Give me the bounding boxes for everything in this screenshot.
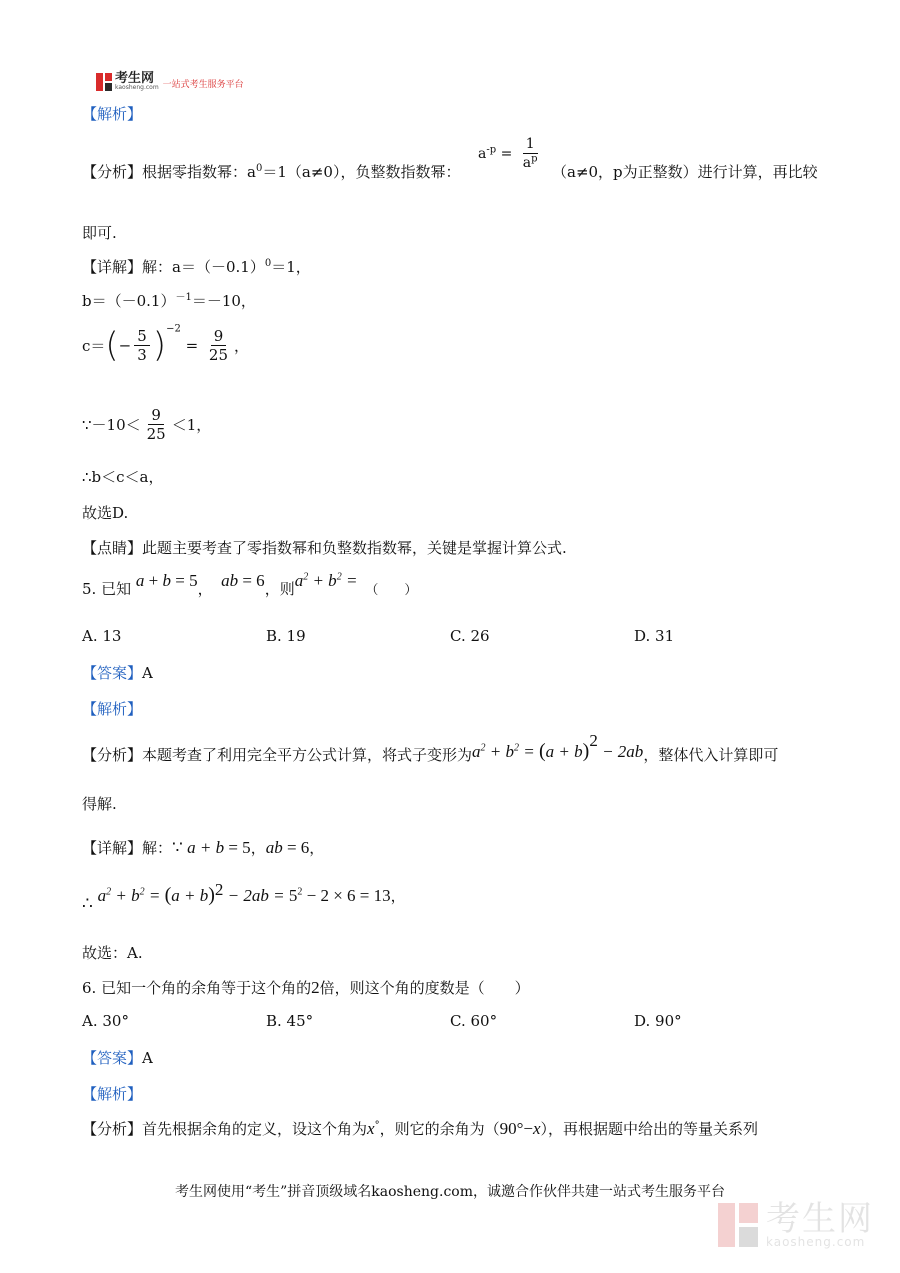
q6-jiexi-label: 【解析】	[82, 1085, 143, 1103]
q4-fenxi: 【分析】根据零指数幂：$a^0=1(a\ne 0)$，负整数指数幂：	[82, 163, 461, 181]
logo-slogan: 一站式考生服务平台	[162, 80, 244, 90]
q6-fenxi-tag: 【分析】	[82, 1120, 143, 1138]
q5-derivation: ∴ $a^2 + b^2 = (a + b)^2 - 2ab = 5^2 - 2 \times 6 = 13$，	[82, 880, 406, 913]
q6-stem: 6. 已知一个角的余角等于这个角的2倍，则这个角的度数是（ ）	[82, 978, 530, 997]
watermark-mark-icon	[718, 1203, 758, 1247]
q5-option-d[interactable]: D. 31	[634, 627, 675, 645]
q5-fenxi: 【分析】本题考查了利用完全平方公式计算，将式子变形为$a^2 + b^2 = (a + b)^2 - 2ab$，整体代入计算即可	[82, 731, 779, 764]
q5-xiangjie-tag: 【详解】	[82, 839, 143, 857]
q5-fenxi-end: 得解.	[82, 795, 117, 813]
watermark-name: 考生网	[766, 1199, 874, 1239]
q5-answer: 【答案】A	[82, 664, 153, 682]
q4-line-c: c＝(− $\frac{5}{3}$ )$^{-2}$ = $\frac{9}{25}$ ，	[82, 323, 250, 366]
q4-xiangjie-tag: 【详解】	[82, 258, 143, 276]
q4-because: ∵－10＜ $\frac{9}{25}$ ＜1，	[82, 406, 212, 443]
q5-option-c[interactable]: C. 26	[450, 627, 490, 645]
q5-option-b[interactable]: B. 19	[266, 627, 306, 645]
q4-fenxi-end: 即可.	[82, 224, 117, 242]
page-footer: 考生网使用“考生”拼音顶级域名kaosheng.com，诚邀合作伙伴共建一站式考生服务平台	[174, 1184, 726, 1200]
q4-dianjing-tag: 【点睛】	[82, 539, 143, 557]
q4-dianjing: 【点睛】此题主要考查了零指数幂和负整数指数幂，关键是掌握计算公式.	[82, 539, 567, 557]
q4-choose: 故选D.	[82, 504, 129, 522]
q5-number: 5.	[82, 580, 97, 598]
q6-option-c[interactable]: C. 60°	[450, 1012, 498, 1030]
q5-jiexi-label: 【解析】	[82, 700, 143, 718]
q5-fenxi-tag: 【分析】	[82, 746, 143, 764]
q5-option-a[interactable]: A. 13	[82, 627, 122, 645]
watermark-logo	[718, 1199, 874, 1249]
q4-therefore: ∴b＜c＜a，	[82, 468, 164, 486]
q6-option-b[interactable]: B. 45°	[266, 1012, 314, 1030]
q4-fenxi-tail: （a≠0，p为正整数）进行计算，再比较	[552, 163, 818, 181]
q4-line-b: $b=(-0.1)^{-1}=-10$，	[82, 292, 256, 310]
logo-name: 考生网	[115, 71, 155, 86]
q6-option-a[interactable]: A. 30°	[82, 1012, 129, 1030]
q6-number: 6.	[82, 979, 97, 997]
q5-answer-tag: 【答案】	[82, 664, 143, 682]
q4-xiangjie-line-a: 【详解】解：$a=(-0.1)^0=1$，	[82, 258, 311, 276]
q4-jiexi-label: 【解析】	[82, 105, 143, 123]
q5-choose: 故选：A.	[82, 944, 143, 962]
q5-stem: 5. 已知 a + b = 5， ab = 6，则$a^2 + b^2$ =（ ）	[82, 571, 418, 598]
logo-domain: kaosheng.com	[115, 84, 159, 91]
logo-mark-icon	[96, 73, 112, 91]
q6-option-d[interactable]: D. 90°	[634, 1012, 682, 1030]
q6-fenxi: 【分析】首先根据余角的定义，设这个角为x°，则它的余角为（90°−x），再根据题中给出的等量关系列	[82, 1119, 759, 1138]
watermark-domain: kaosheng.com	[766, 1235, 866, 1249]
site-logo	[96, 72, 244, 91]
q6-answer-tag: 【答案】	[82, 1049, 143, 1067]
q4-formula-negexp: $a^{-p}$ = $\frac{1}{a^p}$	[478, 136, 538, 171]
q4-fenxi-tag: 【分析】	[82, 163, 143, 181]
q5-xiangjie: 【详解】解：∵ a + b = 5，ab = 6，	[82, 838, 325, 857]
q6-answer: 【答案】A	[82, 1049, 153, 1067]
